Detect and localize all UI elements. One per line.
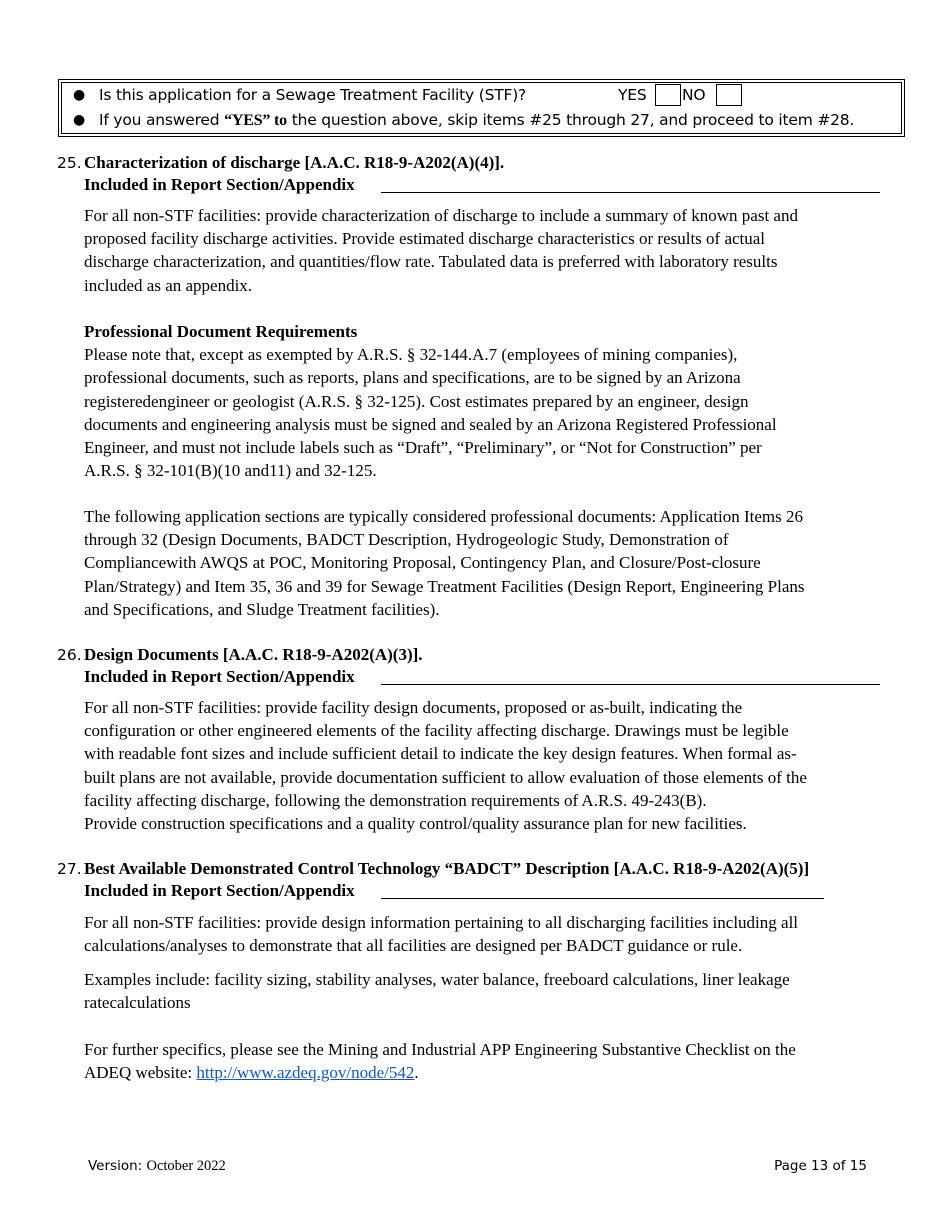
text-line: documents and engineering analysis must be signed and sealed by an Arizona Registered Professional (84, 414, 777, 434)
professional-requirements (84, 320, 884, 482)
version-label: Version: (88, 1158, 147, 1174)
text-line: discharge characterization, and quantities/flow rate. Tabulated data is preferred with laboratory results (84, 252, 778, 272)
adeq-website-link[interactable]: http://www.azdeq.gov/node/542 (196, 1063, 415, 1083)
text-line: professional documents, such as reports, plans and specifications, are to be signed by an Arizona (84, 368, 741, 388)
bullet-icon: ● (73, 87, 86, 103)
section-27-further-specifics (84, 1038, 884, 1084)
text-line: configuration or other engineered elements of the facility affecting discharge. Drawings must be legible (84, 721, 789, 741)
text-line: For all non-STF facilities: provide characterization of discharge to include a summary of known past and (84, 206, 798, 225)
text-line: built plans are not available, provide documentation sufficient to allow evaluation of those elements of the (84, 767, 807, 787)
text-line: Plan/Strategy) and Item 35, 36 and 39 for Sewage Treatment Facilities (Design Report, Engineering Plans (84, 576, 805, 596)
website-suffix: . (414, 1063, 419, 1083)
section-title: Best Available Demonstrated Control Technology “BADCT” Description [A.A.C. R18-9-A202(A)(5)] (84, 859, 810, 878)
yes-checkbox[interactable] (655, 84, 681, 106)
section-27-description (84, 911, 884, 957)
section-number: 26. (57, 646, 82, 664)
section-subtitle: Included in Report Section/Appendix (84, 175, 355, 194)
section-subtitle: Included in Report Section/Appendix (84, 881, 355, 900)
section-title: Design Documents [A.A.C. R18-9-A202(A)(3)]. (84, 645, 423, 664)
text-line: and Specifications, and Sludge Treatment facilities). (84, 599, 440, 619)
text-line: Compliancewith AWQS at POC, Monitoring Proposal, Contingency Plan, and Closure/Post-closure (84, 553, 761, 573)
section-27-examples (84, 968, 884, 1014)
text-line: Provide construction specifications and a quality control/quality assurance plan for new facilities. (84, 814, 747, 834)
stf-question-text: Is this application for a Sewage Treatment Facility (STF)? (99, 86, 527, 104)
text-line: facility affecting discharge, following the demonstration requirements of A.R.S. 49-243(B). (84, 790, 707, 810)
report-section-fill-line[interactable] (381, 684, 880, 685)
yes-label: YES (618, 86, 647, 104)
stf-instruction-line (62, 108, 901, 133)
text-line: proposed facility discharge activities. Provide estimated discharge characteristics or results of actual (84, 229, 766, 249)
stf-instruction-bold: “YES” to (224, 112, 287, 129)
text-line: with readable font sizes and include sufficient detail to indicate the key design features. When formal as- (84, 744, 797, 764)
no-label: NO (682, 86, 706, 104)
text-line: Engineer, and must not include labels such as “Draft”, “Preliminary”, or “Not for Construction” per (84, 438, 762, 458)
section-25-description (84, 204, 884, 297)
website-prefix: ADEQ website: (84, 1063, 197, 1083)
text-line: ratecalculations (84, 993, 191, 1013)
report-section-fill-line[interactable] (381, 898, 824, 899)
text-line: For all non-STF facilities: provide facility design documents, proposed or as-built, indicating the (84, 698, 743, 717)
text-line (84, 1061, 884, 1084)
footer-version (88, 1158, 226, 1175)
text-line: The following application sections are typically considered professional documents: Application Items 26 (84, 507, 804, 526)
text-line: calculations/analyses to demonstrate that all facilities are designed per BADCT guidance or rule. (84, 936, 743, 956)
bullet-icon: ● (73, 112, 86, 128)
text-line: Examples include: facility sizing, stability analyses, water balance, freeboard calculations, liner leakage (84, 970, 790, 989)
text-line: A.R.S. § 32-101(B)(10 and11) and 32-125. (84, 461, 377, 481)
professional-requirements-title: Professional Document Requirements (84, 322, 358, 341)
text-line: through 32 (Design Documents, BADCT Description, Hydrogeologic Study, Demonstration of (84, 530, 729, 550)
stf-question-inner (61, 82, 902, 134)
version-date: October 2022 (146, 1158, 226, 1174)
stf-question-line (62, 83, 901, 108)
text-line: Please note that, except as exempted by A.R.S. § 32-144.A.7 (employees of mining companies), (84, 345, 738, 365)
text-line: For further specifics, please see the Mining and Industrial APP Engineering Substantive Checklist on the (84, 1040, 796, 1059)
stf-instruction-suffix: the question above, skip items #25 through 27, and proceed to item #28. (286, 111, 855, 129)
section-26-description (84, 696, 884, 835)
no-checkbox[interactable] (716, 84, 742, 106)
section-title: Characterization of discharge [A.A.C. R18-9-A202(A)(4)]. (84, 153, 505, 172)
professional-documents-list (84, 505, 884, 621)
text-line: included as an appendix. (84, 275, 253, 295)
footer-page-number: Page 13 of 15 (774, 1158, 867, 1174)
text-line: registeredengineer or geologist (A.R.S. § 32-125). Cost estimates prepared by an engineer, design (84, 391, 749, 411)
stf-question-box (58, 79, 905, 137)
stf-instruction-prefix: If you answered (99, 111, 225, 129)
report-section-fill-line[interactable] (381, 192, 880, 193)
text-line: For all non-STF facilities: provide design information pertaining to all discharging facilities including all (84, 913, 799, 932)
section-subtitle: Included in Report Section/Appendix (84, 667, 355, 686)
section-number: 27. (57, 860, 82, 878)
section-number: 25. (57, 154, 82, 172)
